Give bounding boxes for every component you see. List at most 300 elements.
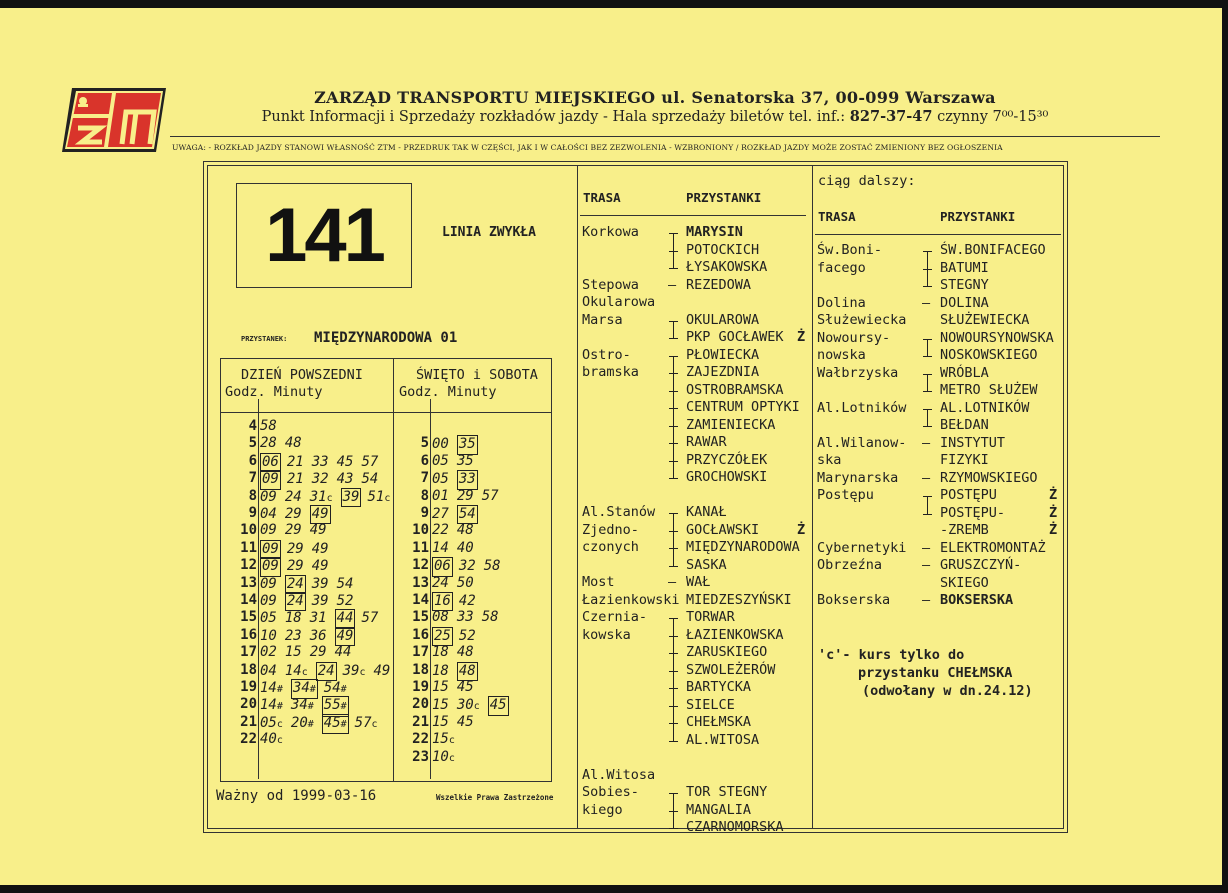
- route-bracket-tick: [923, 426, 932, 427]
- holiday-hour: 14: [412, 592, 429, 608]
- route-bracket-tick: [669, 688, 678, 689]
- line-number-box: [236, 183, 412, 288]
- weekday-minutes: [260, 418, 285, 435]
- weekday-hour: 21: [240, 713, 257, 730]
- route-stop: PŁOWIECKA: [686, 346, 760, 363]
- route-stop: OSTROBRAMSKA: [686, 381, 784, 398]
- route-col-stops-2: PRZYSTANKI: [940, 209, 1016, 224]
- departure-mark: #: [276, 684, 283, 695]
- departure-minute: 49: [373, 662, 391, 679]
- route-bracket-tick: [923, 251, 932, 252]
- route-bracket-tick: [923, 391, 932, 392]
- route-dash: –: [922, 434, 931, 451]
- weekday-hour: 10: [240, 522, 257, 539]
- departure-minute: 05: [432, 471, 449, 488]
- route-stop: POTOCKICH: [686, 241, 760, 258]
- route-stop: GOCŁAWSKI: [686, 521, 760, 538]
- note-line-3: (odwołany w dn.24.12): [862, 683, 1033, 699]
- route-street: Al.Stanów: [582, 504, 656, 520]
- route-bracket-tick: [669, 513, 678, 514]
- route-stop: ZAJEZDNIA: [686, 364, 760, 380]
- route-stop: MARYSIN: [686, 224, 743, 240]
- weekday-hour: 4: [248, 418, 257, 434]
- holiday-row: [221, 679, 551, 696]
- departure-time: [457, 522, 474, 539]
- holiday-row: [221, 696, 551, 713]
- route-street: nowska: [817, 347, 866, 363]
- holiday-row: [221, 592, 551, 609]
- route-street: Obrzeźna: [817, 557, 883, 573]
- route-stop: ZAMIENIECKA: [686, 416, 776, 433]
- weekday-hour: 17: [240, 644, 257, 661]
- route-bracket-tick: [669, 741, 678, 742]
- departure-time: [457, 453, 474, 470]
- departure-minute: 45: [456, 679, 474, 695]
- departure-minute: 48: [458, 662, 476, 679]
- route-street: Korkowa: [582, 224, 639, 240]
- departure-time: [432, 609, 449, 626]
- route-bracket-tick: [669, 636, 678, 637]
- route-bracket-tick: [669, 811, 678, 812]
- route-dash: –: [922, 469, 931, 486]
- holiday-hour: 21: [412, 713, 429, 730]
- route-street: Most: [582, 574, 615, 590]
- route-bracket-tick: [923, 374, 932, 375]
- holiday-row: [221, 453, 551, 470]
- holiday-hour: 20: [412, 696, 429, 713]
- departure-minute: 25: [434, 627, 451, 644]
- route-bracket-line: [927, 496, 928, 514]
- route-street: Cybernetyki: [817, 539, 907, 556]
- route-street: kowska: [582, 626, 631, 643]
- route-stop: TOR STEGNY: [686, 784, 768, 800]
- departure-time: [457, 714, 474, 731]
- departure-minute: 54: [336, 575, 354, 592]
- holiday-hour: 12: [412, 557, 429, 574]
- route-street: Okularowa: [582, 294, 656, 310]
- route-stop: GRUSZCZYŃ-: [940, 557, 1022, 573]
- route-stop: RAWAR: [686, 434, 727, 450]
- weekday-hour: 11: [240, 539, 257, 556]
- departure-minute: 20: [290, 714, 308, 731]
- route-bracket-tick: [923, 339, 932, 340]
- departure-minute: 14: [260, 680, 277, 696]
- route-street: Sobies-: [582, 784, 639, 800]
- route-stop: CENTRUM OPTYKI: [686, 399, 800, 415]
- weekday-hour: 20: [240, 696, 257, 713]
- holiday-hour: 16: [412, 626, 429, 643]
- header-info: [230, 108, 1080, 125]
- holiday-minutes: [432, 522, 482, 539]
- route-bracket-tick: [669, 251, 678, 252]
- departure-minute: 44: [334, 644, 352, 661]
- departure-minute: 06: [262, 453, 279, 470]
- holiday-row: [221, 505, 551, 522]
- departure-minute: 51: [367, 488, 385, 505]
- route-col-stops: PRZYSTANKI: [686, 190, 762, 205]
- weekday-hour: 16: [240, 626, 257, 643]
- departure-time: [432, 697, 449, 714]
- departure-minute: 48: [284, 435, 302, 452]
- departure-mark: c: [301, 666, 308, 678]
- holiday-hour: 17: [412, 644, 429, 661]
- route-bracket-tick: [923, 496, 932, 497]
- holiday-hour: 5: [420, 435, 429, 452]
- route-street: czonych: [582, 539, 639, 555]
- departure-time: [459, 593, 476, 610]
- departure-time: [457, 679, 474, 696]
- route-bracket-tick: [669, 426, 678, 427]
- departure-minute: 29: [286, 540, 304, 557]
- route-street: Bokserska: [817, 592, 891, 608]
- departure-minute: 52: [336, 593, 354, 609]
- weekday-row: [221, 418, 551, 435]
- route-stop: ŁYSAKOWSKA: [686, 259, 768, 275]
- note-line-2: przystanku CHEŁMSKA: [858, 665, 1013, 681]
- departure-minute: 33: [458, 471, 476, 488]
- route-bracket-tick: [669, 723, 678, 724]
- route-stop: PRZYCZÓŁEK: [686, 451, 768, 468]
- route-bracket-tick: [669, 356, 678, 357]
- holiday-hour: 9: [420, 505, 429, 521]
- departure-minute: 29: [284, 506, 302, 522]
- holiday-title: ŚWIĘTO i SOBOTA: [416, 367, 538, 383]
- departure-time: [432, 714, 449, 731]
- column-separator: [577, 165, 578, 829]
- weekday-title: DZIEŃ POWSZEDNI: [241, 367, 363, 383]
- departure-minute: 32: [458, 558, 476, 575]
- departure-time: [457, 644, 474, 661]
- route-stop: PKP GOCŁAWEK: [686, 329, 784, 345]
- departure-minute: 09: [260, 488, 277, 505]
- holiday-minutes: [432, 575, 482, 592]
- departure-minute: 39: [311, 575, 329, 592]
- route-bracket-tick: [669, 338, 678, 339]
- route-bracket-tick: [923, 269, 932, 270]
- route-header-line: [580, 215, 806, 216]
- departure-minute: 21: [286, 471, 304, 488]
- route-bracket-tick: [669, 408, 678, 409]
- departure-minute: 08: [432, 609, 449, 626]
- departure-time: [432, 453, 449, 470]
- weekday-hour: 15: [240, 609, 257, 626]
- route-bracket-line: [927, 339, 928, 357]
- route-bracket-tick: [669, 618, 678, 619]
- departure-time: [484, 558, 501, 575]
- route-bracket-tick: [669, 268, 678, 269]
- route-bracket-tick: [923, 356, 932, 357]
- departure-time: [457, 575, 474, 592]
- departure-minute: 24: [432, 574, 449, 591]
- route-stop: MANGALIA: [686, 801, 752, 818]
- route-stop: OKULAROWA: [686, 311, 760, 328]
- departure-time: [482, 609, 499, 626]
- route-street: Nowoursy-: [817, 329, 891, 346]
- departure-minute: 09: [260, 593, 277, 609]
- departure-time: [432, 679, 449, 696]
- departure-minute: 30: [456, 697, 474, 714]
- route-stop: SKIEGO: [940, 574, 989, 591]
- departure-minute: 55: [323, 697, 341, 714]
- departure-minute: 02: [260, 644, 277, 661]
- route-stop: FIZYKI: [940, 452, 989, 468]
- departure-mark: #: [307, 701, 314, 713]
- route-street: kiego: [582, 801, 623, 818]
- holiday-row: [221, 627, 551, 644]
- departure-time: [432, 644, 449, 661]
- departure-minute: 49: [311, 558, 329, 575]
- header-info-text: Punkt Informacji i Sprzedaży rozkładów jazdy - Hala sprzedaży biletów tel. inf.:: [261, 109, 850, 125]
- departure-minute: 48: [456, 644, 474, 661]
- holiday-minutes: [432, 679, 482, 696]
- departure-minute: 09: [260, 575, 277, 592]
- route-bracket-tick: [669, 793, 678, 794]
- request-stop-mark: Ż: [1049, 522, 1058, 538]
- holiday-row: [221, 749, 551, 766]
- route-stop: POSTĘPU-: [940, 504, 1006, 521]
- departure-minute: 10: [432, 748, 449, 765]
- departure-minute: 15: [432, 679, 449, 695]
- route-col-trasa: TRASA: [583, 190, 621, 205]
- departure-minute: 29: [286, 558, 304, 575]
- route-bracket-tick: [669, 373, 678, 374]
- departure-minute: 45: [489, 697, 507, 714]
- weekday-hour: 13: [240, 574, 257, 591]
- route-dash: –: [922, 557, 931, 573]
- departure-time: [260, 418, 277, 435]
- departure-minute: 24: [286, 575, 304, 592]
- departure-minute: 34: [292, 680, 310, 696]
- rights-reserved: Wszelkie Prawa Zastrzeżone: [436, 793, 554, 802]
- stop-label: PRZYSTANEK:: [241, 335, 288, 343]
- departure-minute: 29: [284, 522, 302, 539]
- route-bracket-tick: [923, 409, 932, 410]
- departure-minute: 31: [309, 610, 327, 627]
- route-stop: SŁUŻEWIECKA: [940, 312, 1030, 328]
- weekday-hour: 19: [240, 679, 257, 695]
- holiday-row: [221, 714, 551, 731]
- route-bracket-line: [673, 513, 674, 566]
- departure-minute: 49: [311, 540, 329, 557]
- holiday-minutes: [432, 540, 482, 557]
- route-stop: METRO SŁUŻEW: [940, 382, 1038, 398]
- departure-time: [432, 471, 449, 488]
- weekday-hour: 7: [248, 470, 257, 487]
- departure-minute: 09: [262, 540, 279, 557]
- holiday-hour: 7: [420, 470, 429, 487]
- route-street: Ostro-: [582, 346, 631, 363]
- departure-minute: 21: [286, 453, 304, 470]
- route-stop: SIELCE: [686, 696, 735, 713]
- route-bracket-tick: [669, 478, 678, 479]
- route-stop: ZARUSKIEGO: [686, 644, 768, 660]
- route-stop: BEŁDAN: [940, 417, 989, 433]
- route-street: Czernia-: [582, 609, 648, 625]
- route-stop: NOSKOWSKIEGO: [940, 347, 1038, 363]
- route-stop: AL.LOTNIKÓW: [940, 399, 1030, 416]
- holiday-row: [221, 470, 551, 487]
- departure-minute: 57: [481, 487, 499, 504]
- route-bracket-tick: [669, 566, 678, 567]
- departure-time: [432, 749, 455, 767]
- departure-minute: 44: [336, 610, 354, 627]
- departure-minute: 05: [432, 452, 449, 469]
- holiday-row: [221, 609, 551, 626]
- departure-mark: #: [307, 718, 314, 730]
- departure-time: [457, 609, 474, 626]
- departure-time: [457, 540, 474, 557]
- departure-time: [482, 488, 499, 505]
- holiday-row: [221, 731, 551, 748]
- departure-minute: 45: [456, 713, 474, 730]
- holiday-minutes: [432, 488, 507, 505]
- departure-minute: 49: [311, 506, 329, 522]
- departure-mark: c: [371, 718, 378, 730]
- route-dash: –: [922, 539, 931, 556]
- departure-time: [432, 540, 449, 557]
- departure-time: [432, 522, 449, 539]
- departure-minute: 40: [456, 539, 474, 556]
- departure-minute: 09: [260, 522, 277, 539]
- departure-mark: #: [340, 701, 347, 713]
- route-header-line-2: [815, 234, 1061, 235]
- departure-minute: 35: [458, 436, 476, 453]
- route-stop: STEGNY: [940, 277, 989, 293]
- departure-mark: c: [276, 735, 283, 747]
- holiday-subtitle: Godz. Minuty: [399, 384, 497, 400]
- holiday-row: [221, 662, 551, 679]
- weekday-hour: 9: [248, 505, 257, 521]
- header-hours: czynny 7⁰⁰-15³⁰: [932, 109, 1049, 125]
- route-street: ska: [817, 452, 842, 468]
- holiday-hour: 11: [412, 539, 429, 556]
- departure-minute: 24: [286, 593, 304, 609]
- departure-minute: 09: [262, 558, 279, 575]
- timetable-sheet: [0, 8, 1222, 885]
- weekday-hour: 14: [240, 592, 257, 608]
- route-bracket-tick: [669, 391, 678, 392]
- holiday-row: [221, 488, 551, 505]
- departure-minute: 06: [434, 558, 451, 575]
- departure-minute: 31: [309, 488, 327, 505]
- departure-minute: 57: [354, 714, 372, 731]
- route-stop: TORWAR: [686, 609, 735, 625]
- weekday-hour: 22: [240, 731, 257, 748]
- header-title: ZARZĄD TRANSPORTU MIEJSKIEGO ul. Senatorska 37, 00-099 Warszawa: [314, 88, 996, 107]
- copyright-notice: UWAGA: - ROZKŁAD JAZDY STANOWI WŁASNOŚĆ ZTM - PRZEDRUK TAK W CZĘŚCI, JAK I W CAŁOŚCI BEZ ZEZWOLENIA - WZBRONIONY / ROZKŁAD JAZDY MOŻE ZOSTAĆ ZMIENIONY BEZ OGŁOSZENIA: [172, 143, 1003, 152]
- holiday-minutes: [432, 714, 482, 731]
- timetable-header-line: [221, 412, 551, 413]
- departure-minute: 14: [260, 697, 277, 714]
- departure-minute: 16: [434, 593, 451, 609]
- route-street: Al.Witosa: [582, 766, 656, 783]
- departure-minute: 10: [260, 627, 277, 644]
- departure-minute: 14: [432, 539, 449, 556]
- route-bracket-tick: [669, 443, 678, 444]
- departure-minute: 58: [481, 609, 499, 626]
- route-stop: ELEKTROMONTAŻ: [940, 539, 1046, 556]
- departure-minute: 15: [432, 697, 449, 714]
- route-stop: ŚW.BONIFACEGO: [940, 242, 1046, 258]
- route-stop: INSTYTUT: [940, 434, 1006, 451]
- route-bracket-tick: [923, 514, 932, 515]
- departure-minute: 18: [432, 644, 449, 661]
- departure-minute: 29: [309, 644, 327, 661]
- route-stop: -ZREMB: [940, 522, 989, 538]
- route-stop: KANAŁ: [686, 504, 727, 520]
- holiday-row: [221, 644, 551, 661]
- departure-minute: 35: [456, 452, 474, 469]
- departure-time: [432, 436, 449, 453]
- route-stop: AL.WITOSA: [686, 731, 760, 748]
- route-street: Postępu: [817, 487, 874, 503]
- holiday-hour: 13: [412, 574, 429, 591]
- departure-mark: c: [473, 701, 480, 713]
- holiday-row: [221, 522, 551, 539]
- departure-minute: 39: [311, 593, 329, 609]
- departure-time: [432, 575, 449, 592]
- departure-minute: 39: [342, 488, 360, 505]
- departure-mark: c: [448, 735, 455, 747]
- departure-minute: 54: [323, 680, 341, 696]
- departure-minute: 01: [432, 487, 449, 504]
- route-street: facego: [817, 259, 866, 276]
- route-bracket-tick: [669, 461, 678, 462]
- departure-minute: 49: [309, 522, 327, 539]
- valid-from: Ważny od 1999-03-16: [216, 788, 377, 804]
- route-street: Al.Wilanow-: [817, 434, 907, 451]
- route-bracket-tick: [669, 671, 678, 672]
- departure-minute: 05: [260, 610, 277, 627]
- ztm-logo: [56, 84, 168, 156]
- route-bracket-tick: [669, 828, 678, 829]
- departure-mark: #: [309, 684, 316, 695]
- departure-mark: c: [276, 718, 283, 730]
- holiday-row: [221, 557, 551, 574]
- route-stop: BARTYCKA: [686, 679, 752, 695]
- departure-minute: 04: [260, 662, 277, 679]
- departure-minute: 14: [284, 662, 302, 679]
- route-bracket-tick: [669, 321, 678, 322]
- route-dash: –: [922, 592, 931, 608]
- departure-minute: 54: [361, 471, 379, 488]
- holiday-hour: 6: [420, 452, 429, 469]
- departure-mark: c: [359, 666, 366, 678]
- holiday-minutes: [432, 644, 482, 661]
- departure-time: [457, 488, 474, 505]
- departure-time: [459, 558, 476, 575]
- route-bracket-line: [927, 409, 928, 427]
- route-dash: –: [668, 574, 677, 590]
- departure-minute: 32: [311, 471, 329, 488]
- weekday-hour: 12: [240, 557, 257, 574]
- departure-minute: 04: [260, 506, 277, 522]
- departure-minute: 23: [284, 627, 302, 644]
- departure-time: [432, 731, 455, 749]
- departure-mark: #: [340, 718, 347, 730]
- route-street: Dolina: [817, 294, 866, 311]
- route-bracket-tick: [669, 531, 678, 532]
- header-phone: 827-37-47: [849, 108, 933, 125]
- holiday-hour: 15: [412, 609, 429, 626]
- departure-mark: c: [326, 492, 333, 504]
- route-street: Marsa: [582, 311, 623, 328]
- departure-minute: 15: [432, 731, 449, 748]
- route-stop: SASKA: [686, 556, 727, 573]
- route-street: Marynarska: [817, 469, 899, 486]
- holiday-minutes: [432, 731, 463, 749]
- weekday-hour: 8: [248, 487, 257, 504]
